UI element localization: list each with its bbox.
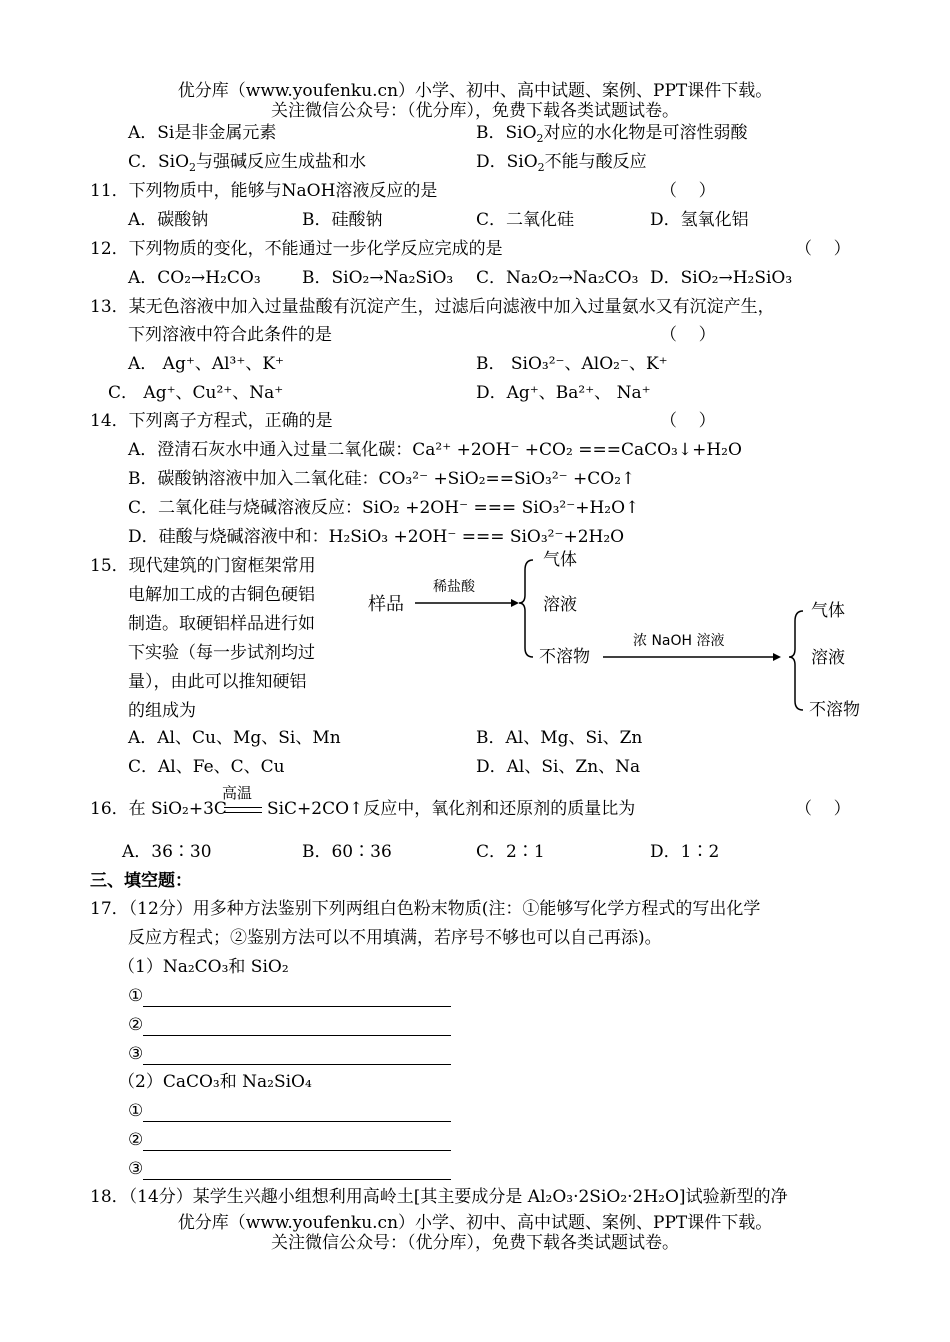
- q13-stem-line-1: 13．某无色溶液中加入过量盐酸有沉淀产生，过滤后向滤液中加入过量氨水又有沉淀产生，: [90, 297, 775, 317]
- diagram-solution2-label: 溶液: [811, 648, 845, 668]
- footer-line-2: 关注微信公众号：（优分库），免费下载各类试题试卷。: [271, 1233, 679, 1253]
- q14-option-a: A．澄清石灰水中通入过量二氧化碳：Ca²⁺ +2OH⁻ +CO₂ ===CaCO₃↓+H₂O: [128, 440, 742, 460]
- header-line-1: 优分库（www.youfenku.cn）小学、初中、高中试题、案例、PPT课件下载。: [177, 81, 773, 101]
- diagram-solution1-label: 溶液: [543, 595, 577, 615]
- q10-option-b: B．SiO$_2$对应的水化物是可溶性弱酸: [476, 123, 748, 145]
- q11-stem: 11．下列物质中，能够与NaOH溶液反应的是: [90, 181, 438, 201]
- q15-option-a: A．Al、Cu、Mg、Si、Mn: [128, 728, 341, 748]
- diagram-reagent2-label: 浓 NaOH 溶液: [633, 633, 725, 649]
- q17-part2-blank-3[interactable]: ③: [128, 1158, 451, 1180]
- q16-option-d: D．1∶2: [650, 842, 720, 862]
- q14-answer-bracket: （ ）: [660, 411, 716, 431]
- q15-stem-line-2: 电解加工成的古铜色硬铝: [128, 585, 315, 605]
- diagram-brace-1: [519, 560, 533, 657]
- diagram-gas2-label: 气体: [811, 601, 845, 621]
- q12-option-d: D．SiO₂→H₂SiO₃: [650, 268, 793, 288]
- q15-option-d: D．Al、Si、Zn、Na: [476, 757, 641, 777]
- q14-option-c: C．二氧化硅与烧碱溶液反应：SiO₂ +2OH⁻ === SiO₃²⁻+H₂O↑: [128, 498, 640, 518]
- q17-part1-blank-1[interactable]: ①: [128, 985, 451, 1007]
- section-title: 三、填空题：: [90, 871, 192, 891]
- q12-option-b: B．SiO₂→Na₂SiO₃: [302, 268, 454, 288]
- q11-option-b: B．硅酸钠: [302, 210, 383, 230]
- q13-stem-line-2: 下列溶液中符合此条件的是: [128, 325, 332, 345]
- footer-line-1: 优分库（www.youfenku.cn）小学、初中、高中试题、案例、PPT课件下载。: [177, 1213, 773, 1233]
- q17-part1-blank-2[interactable]: ②: [128, 1014, 451, 1036]
- diagram-gas1-label: 气体: [543, 550, 577, 570]
- q11-option-c: C．二氧化硅: [476, 210, 575, 230]
- diagram-arrowhead-1: [511, 599, 519, 607]
- q15-stem-line-5: 量），由此可以推知硬铝: [128, 672, 307, 692]
- q12-answer-bracket: （ ）: [795, 239, 851, 259]
- q11-option-d: D．氢氧化铝: [650, 210, 749, 230]
- q16-option-b: B．60∶36: [302, 842, 392, 862]
- q10-option-c: C．SiO$_2$与强碱反应生成盐和水: [128, 152, 367, 174]
- q11-answer-bracket: （ ）: [660, 181, 716, 201]
- q15-stem-line-1: 15．现代建筑的门窗框架常用: [90, 556, 316, 576]
- q17-part-2-title: （2）CaCO₃和 Na₂SiO₄: [118, 1072, 312, 1092]
- diagram-arrowhead-2: [773, 653, 781, 661]
- q16-option-a: A．36∶30: [122, 842, 212, 862]
- diagram-reagent1-label: 稀盐酸: [433, 579, 475, 595]
- q17-stem-line-1: 17．（12分）用多种方法鉴别下列两组白色粉末物质(注：①能够写化学方程式的写出化学: [90, 899, 761, 919]
- diagram-insoluble1-label: 不溶物: [539, 647, 590, 667]
- q15-stem-line-4: 下实验（每一步试剂均过: [128, 643, 315, 663]
- q16-option-c: C．2∶1: [476, 842, 545, 862]
- q13-option-d: D．Ag⁺、Ba²⁺、 Na⁺: [476, 383, 651, 403]
- q13-option-a: A． Ag⁺、Al³⁺、K⁺: [128, 354, 284, 374]
- header-line-2: 关注微信公众号：（优分库），免费下载各类试题试卷。: [271, 101, 679, 121]
- q16-reaction-condition: 高温: [222, 784, 253, 802]
- q14-stem: 14．下列离子方程式，正确的是: [90, 411, 333, 431]
- q17-part2-blank-2[interactable]: ②: [128, 1129, 451, 1151]
- q15-stem-line-3: 制造。取硬铝样品进行如: [128, 614, 315, 634]
- q15-stem-line-6: 的组成为: [128, 701, 196, 721]
- q17-part1-blank-3[interactable]: ③: [128, 1043, 451, 1065]
- q16-answer-bracket: （ ）: [795, 799, 851, 819]
- q16-stem: 16．在 SiO₂+3C SiC+2CO↑反应中，氧化剂和还原剂的质量比为: [90, 799, 636, 819]
- q15-option-c: C．Al、Fe、C、Cu: [128, 757, 285, 777]
- diagram-insoluble2-label: 不溶物: [809, 700, 860, 720]
- q12-stem: 12．下列物质的变化，不能通过一步化学反应完成的是: [90, 239, 503, 259]
- q14-option-d: D．硅酸与烧碱溶液中和：H₂SiO₃ +2OH⁻ === SiO₃²⁻+2H₂O: [128, 527, 625, 547]
- q17-part-1-title: （1）Na₂CO₃和 SiO₂: [118, 957, 289, 977]
- q12-option-c: C．Na₂O₂→Na₂CO₃: [476, 268, 639, 288]
- q13-option-c: C． Ag⁺、Cu²⁺、Na⁺: [108, 383, 284, 403]
- q17-stem-line-2: 反应方程式；②鉴别方法可以不用填满，若序号不够也可以自己再添)。: [128, 928, 662, 948]
- q13-option-b: B． SiO₃²⁻、AlO₂⁻、K⁺: [476, 354, 668, 374]
- q18-stem: 18．（14分）某学生兴趣小组想利用高岭土[其主要成分是 Al₂O₃·2SiO₂·2H₂O]试验新型的净: [90, 1187, 788, 1207]
- q15-flow-diagram: [365, 545, 885, 725]
- q11-option-a: A．碳酸钠: [128, 210, 209, 230]
- q17-part2-blank-1[interactable]: ①: [128, 1100, 451, 1122]
- q12-option-a: A．CO₂→H₂CO₃: [128, 268, 261, 288]
- q14-option-b: B．碳酸钠溶液中加入二氧化硅：CO₃²⁻ +SiO₂==SiO₃²⁻ +CO₂↑: [128, 469, 636, 489]
- q10-option-d: D．SiO$_2$不能与酸反应: [476, 152, 647, 174]
- q10-option-a: A．Si是非金属元素: [128, 123, 277, 143]
- diagram-brace-2: [789, 611, 803, 710]
- q13-answer-bracket: （ ）: [660, 325, 716, 345]
- q15-option-b: B．Al、Mg、Si、Zn: [476, 728, 643, 748]
- diagram-sample-label: 样品: [368, 594, 404, 615]
